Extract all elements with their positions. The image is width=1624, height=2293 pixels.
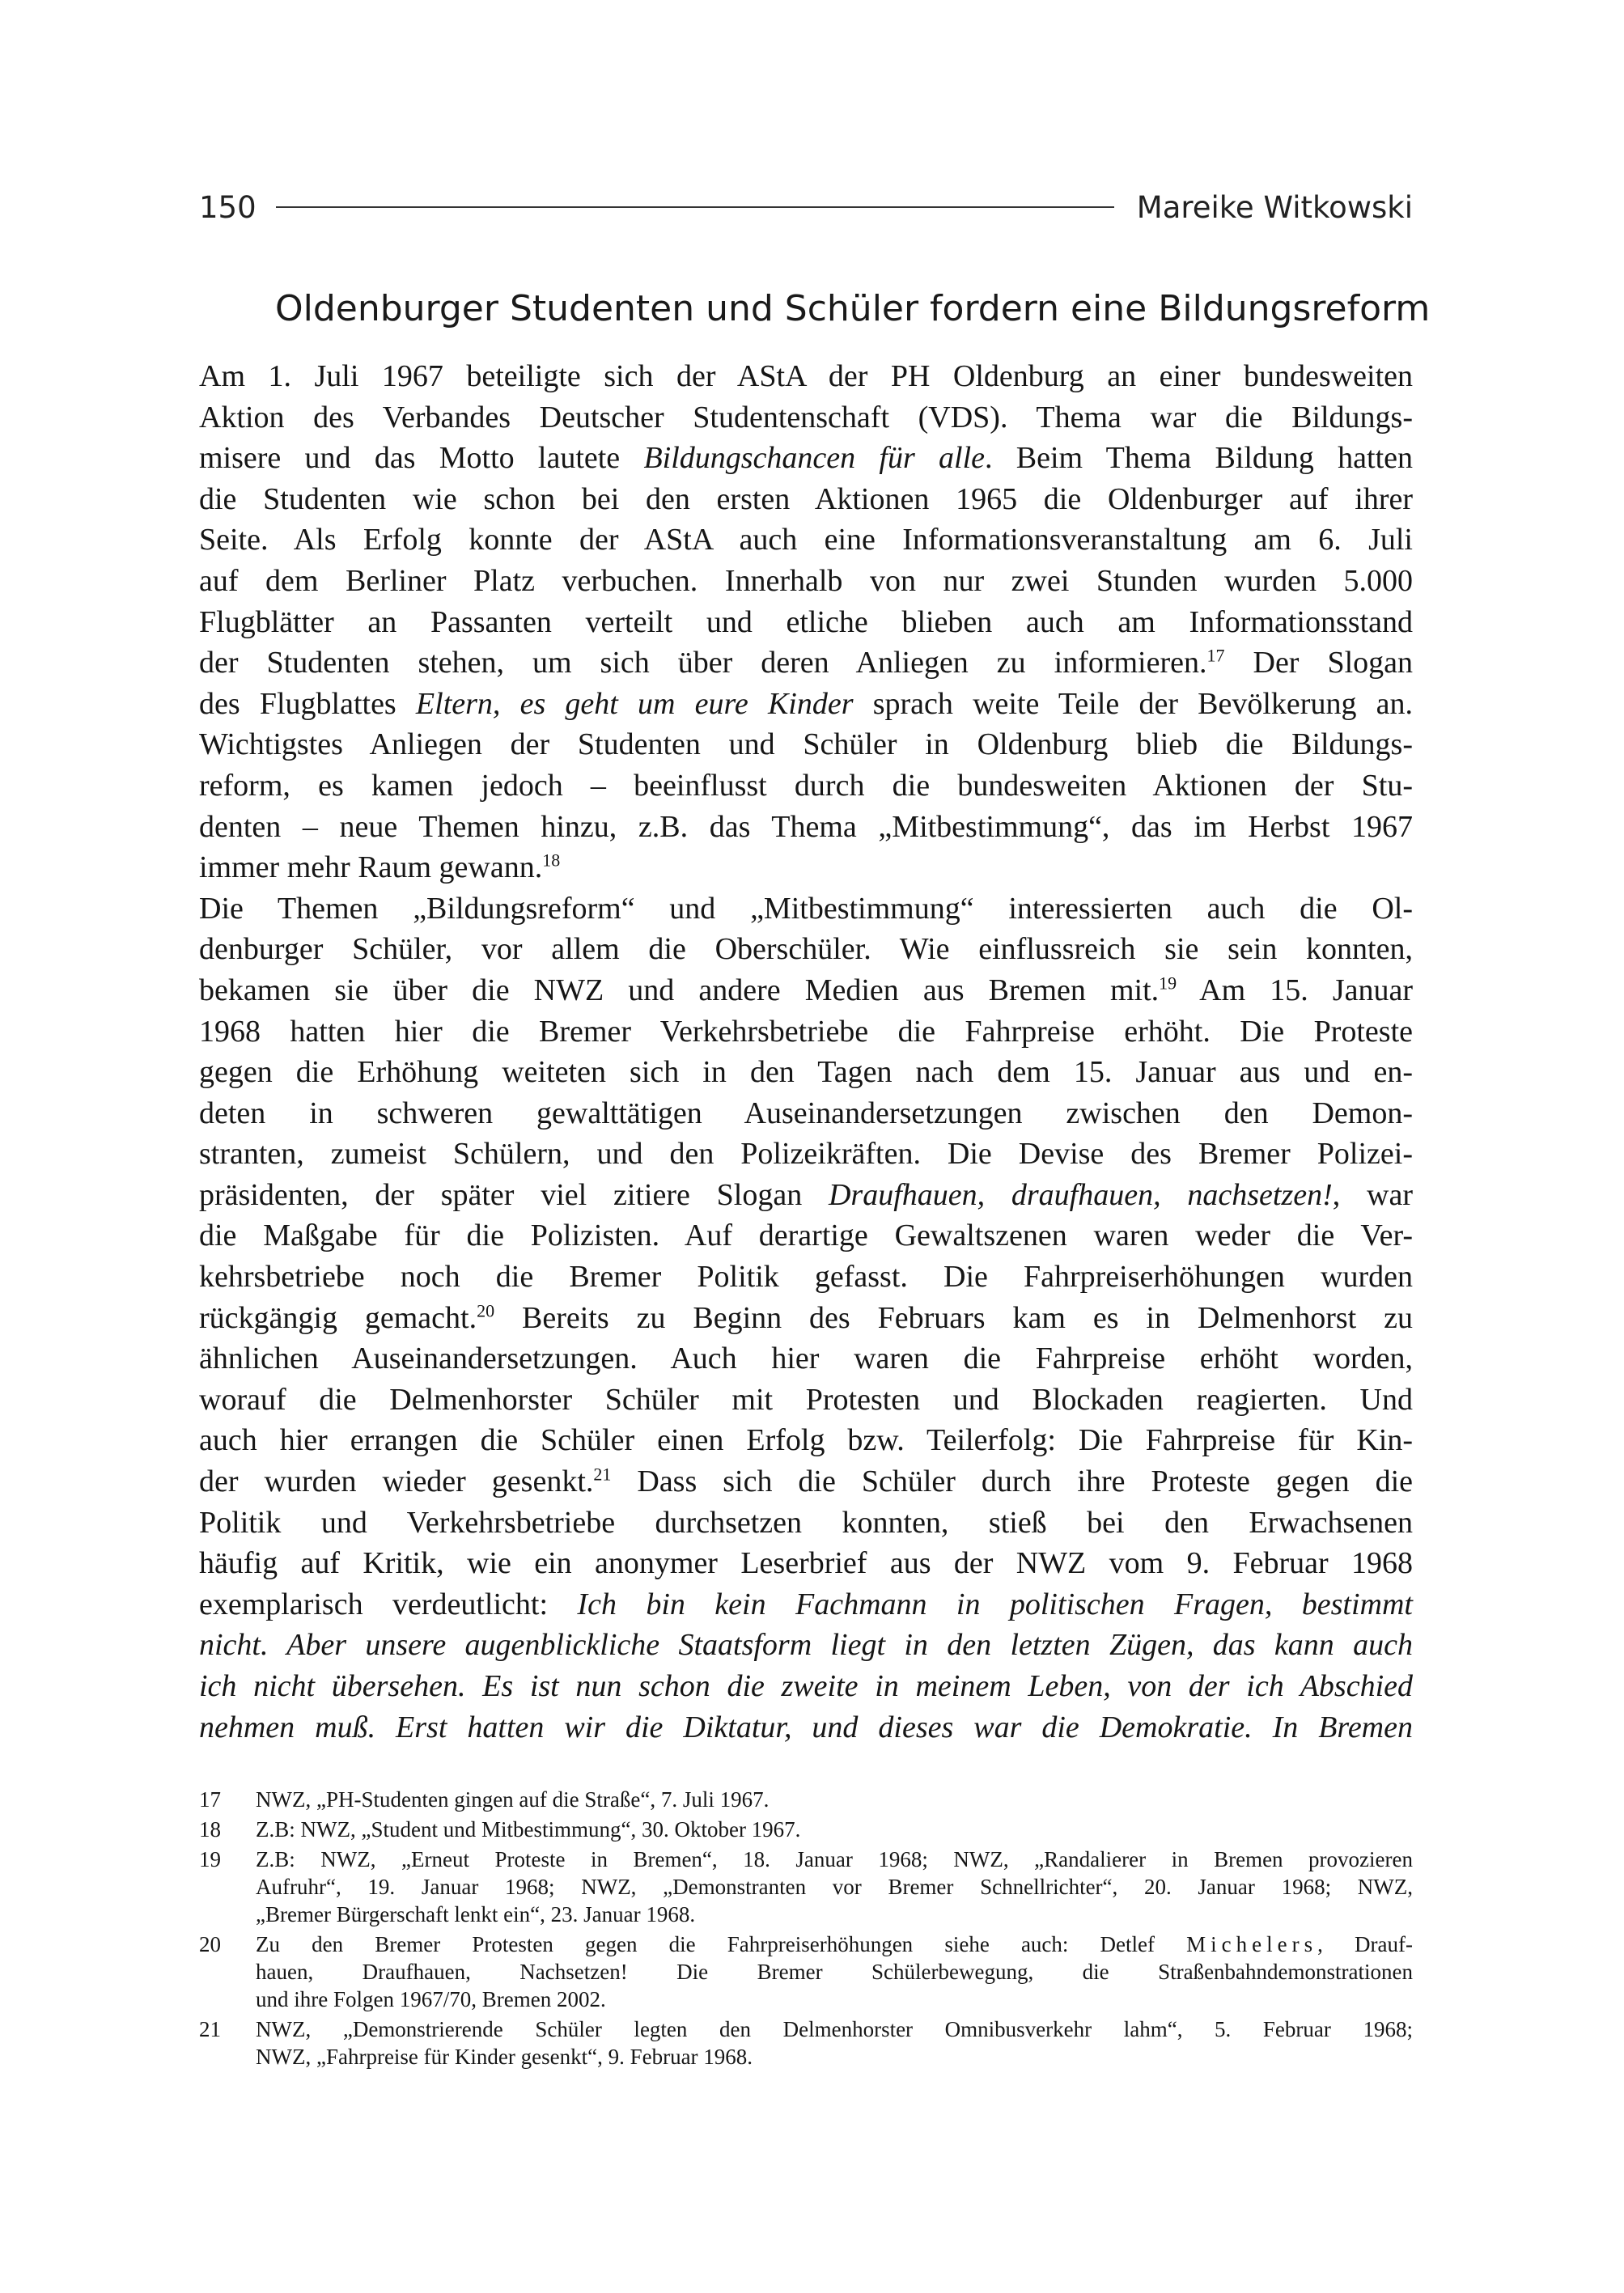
footnote <box>199 1931 1413 2013</box>
footnote-text <box>256 1816 1413 1843</box>
running-head <box>199 183 1413 231</box>
text-line <box>199 1666 1413 1707</box>
footnote-line: NWZ, „Demonstrierende Schüler legten den Delmenhorster Omnibusverkehr lahm“, 5. Februar 1968; <box>256 2017 1413 2041</box>
text-line: denburger Schüler, vor allem die Oberschüler. Wie einflussreich sie sein konnten, <box>199 932 1413 967</box>
text-line: der Studenten stehen, um sich über deren Anliegen zu informieren.$^{17}$ Der Slogan <box>199 645 1413 680</box>
footnote-ref: 17 <box>1206 645 1225 666</box>
body-text <box>199 356 1413 1748</box>
footnote-number: 20 <box>199 1932 221 1956</box>
text-line: der wurden wieder gesenkt.$^{21}$ Dass sich die Schüler durch ihre Proteste gegen die <box>199 1464 1413 1499</box>
footnote-text <box>256 1931 1413 2013</box>
italic-phrase: Eltern, es geht um eure Kinder <box>415 686 854 721</box>
text-line: auf dem Berliner Platz verbuchen. Innerhalb von nur zwei Stunden wurden 5.000 <box>199 563 1413 598</box>
footnote <box>199 1816 1413 1843</box>
footnote-ref: 18 <box>542 850 561 871</box>
footnote-line: NWZ, „PH-Studenten gingen auf die Straße“, 7. Juli 1967. <box>256 1787 770 1812</box>
text-line: immer mehr Raum gewann.$^{18}$ <box>199 850 561 885</box>
footnote-line: NWZ, „Fahrpreise für Kinder gesenkt“, 9. Februar 1968. <box>256 2045 753 2069</box>
text-line: Flugblätter an Passanten verteilt und etliche blieben auch am Informationsstand <box>199 604 1413 639</box>
text-line: Seite. Als Erfolg konnte der AStA auch eine Informationsveranstaltung am 6. Juli <box>199 523 1413 557</box>
text-line: rückgängig gemacht.$^{20}$ Bereits zu Beginn des Februars kam es in Delmenhorst zu <box>199 1300 1413 1335</box>
text-line: misere und das Motto lautete Bildungschancen für alle. Beim Thema Bildung hatten <box>199 441 1414 476</box>
footnote-number: 21 <box>199 2017 221 2041</box>
text-line: ähnlichen Auseinandersetzungen. Auch hier waren die Fahrpreise erhöht worden, <box>199 1341 1413 1376</box>
text-line: 1968 hatten hier die Bremer Verkehrsbetriebe die Fahrpreise erhöht. Die Proteste <box>199 1014 1413 1049</box>
footnotes <box>199 1786 1413 2073</box>
text-line: denten – neue Themen hinzu, z.B. das Thema „Mitbestimmung“, das im Herbst 1967 <box>199 809 1413 844</box>
footnote-line: hauen, Draufhauen, Nachsetzen! Die Bremer Schülerbewegung, die Straßenbahndemonstrationen <box>256 1960 1413 1984</box>
italic-phrase: Draufhauen, draufhauen, nachsetzen! <box>828 1177 1333 1212</box>
text-line: worauf die Delmenhorster Schüler mit Protesten und Blockaden reagierten. Und <box>199 1382 1413 1417</box>
running-head-author: Mareike Witkowski <box>1136 189 1413 225</box>
text-line: exemplarisch verdeutlicht: Ich bin kein Fachmann in politischen Fragen, bestimmt <box>199 1587 1413 1621</box>
footnote-ref: 19 <box>1159 973 1177 994</box>
footnote-text <box>256 2015 1413 2070</box>
text-line: Wichtigstes Anliegen der Studenten und Schüler in Oldenburg blieb die Bildungs- <box>199 727 1413 762</box>
header-rule <box>276 206 1114 208</box>
text-line: präsidenten, der später viel zitiere Slogan Draufhauen, draufhauen, nachsetzen!, war <box>199 1177 1413 1212</box>
text-line: bekamen sie über die NWZ und andere Medien aus Bremen mit.$^{19}$ Am 15. Januar <box>199 973 1414 1007</box>
page-number: 150 <box>199 189 257 225</box>
footnote-line: „Bremer Bürgerschaft lenkt ein“, 23. Januar 1968. <box>256 1902 696 1926</box>
footnote-number: 17 <box>199 1787 221 1812</box>
section-title: Oldenburger Studenten und Schüler fordern eine Bildungsreform <box>275 288 1431 329</box>
text-line: des Flugblattes Eltern, es geht um eure Kinder sprach weite Teile der Bevölkerung an. <box>199 686 1414 721</box>
footnote <box>199 1786 1413 1813</box>
text-line: stranten, zumeist Schülern, und den Polizeikräften. Die Devise des Bremer Polizei- <box>199 1137 1413 1172</box>
text-line: reform, es kamen jedoch – beeinflusst durch die bundesweiten Aktionen der Stu- <box>199 768 1413 803</box>
italic-phrase: Bildungschancen für alle <box>643 441 986 476</box>
footnote-text <box>256 1846 1413 1928</box>
footnote-line: Z.B: NWZ, „Student und Mitbestimmung“, 30. Oktober 1967. <box>256 1817 801 1842</box>
italic-phrase: Ich bin kein Fachmann in politischen Fragen, bestimmt <box>577 1587 1413 1621</box>
text-line: kehrsbetriebe noch die Bremer Politik gefasst. Die Fahrpreiserhöhungen wurden <box>199 1260 1413 1295</box>
text-line <box>199 1707 1413 1748</box>
footnote-ref: 21 <box>593 1464 612 1485</box>
footnote-ref: 20 <box>477 1300 495 1320</box>
text-line: Am 1. Juli 1967 beteiligte sich der AStA der PH Oldenburg an einer bundesweiten <box>199 359 1413 393</box>
italic-phrase: nehmen muß. Erst hatten wir die Diktatur, und dieses war die Demokratie. In Bremen <box>199 1710 1413 1744</box>
text-line: auch hier errangen die Schüler einen Erfolg bzw. Teilerfolg: Die Fahrpreise für Kin- <box>199 1423 1413 1458</box>
footnote-text <box>256 1786 1413 1813</box>
italic-phrase: nicht. Aber unsere augenblickliche Staatsform liegt in den letzten Zügen, das kann auch <box>199 1628 1413 1663</box>
footnote <box>199 1846 1413 1928</box>
text-line: die Studenten wie schon bei den ersten Aktionen 1965 die Oldenburger auf ihrer <box>199 481 1413 516</box>
footnote-number: 18 <box>199 1817 221 1842</box>
italic-phrase: ich nicht übersehen. Es ist nun schon die zweite in meinem Leben, von der ich Abschied <box>199 1669 1413 1703</box>
footnote-line: und ihre Folgen 1967/70, Bremen 2002. <box>256 1987 606 2011</box>
footnote-line: Zu den Bremer Protesten gegen die Fahrpreiserhöhungen siehe auch: Detlef Michelers, Drauf- <box>256 1932 1413 1956</box>
text-line: die Maßgabe für die Polizisten. Auf derartige Gewaltszenen waren weder die Ver- <box>199 1219 1413 1253</box>
text-line: Politik und Verkehrsbetriebe durchsetzen konnten, stieß bei den Erwachsenen <box>199 1505 1413 1540</box>
footnote-line: Z.B: NWZ, „Erneut Proteste in Bremen“, 18. Januar 1968; NWZ, „Randalierer in Bremen provozieren <box>256 1847 1413 1871</box>
text-line: deten in schweren gewalttätigen Auseinandersetzungen zwischen den Demon- <box>199 1096 1413 1130</box>
text-line: Aktion des Verbandes Deutscher Studentenschaft (VDS). Thema war die Bildungs- <box>199 400 1413 434</box>
text-line: häufig auf Kritik, wie ein anonymer Leserbrief aus der NWZ vom 9. Februar 1968 <box>199 1546 1413 1581</box>
text-line: gegen die Erhöhung weiteten sich in den Tagen nach dem 15. Januar aus und en- <box>199 1055 1413 1090</box>
author-name: Michelers <box>1186 1932 1318 1956</box>
footnote-line: Aufruhr“, 19. Januar 1968; NWZ, „Demonstranten vor Bremer Schnellrichter“, 20. Januar 1968; NWZ, <box>256 1875 1413 1899</box>
text-line <box>199 1625 1413 1666</box>
footnote <box>199 2015 1413 2070</box>
footnote-number: 19 <box>199 1847 221 1871</box>
text-line: Die Themen „Bildungsreform“ und „Mitbestimmung“ interessierten auch die Ol- <box>199 891 1413 926</box>
